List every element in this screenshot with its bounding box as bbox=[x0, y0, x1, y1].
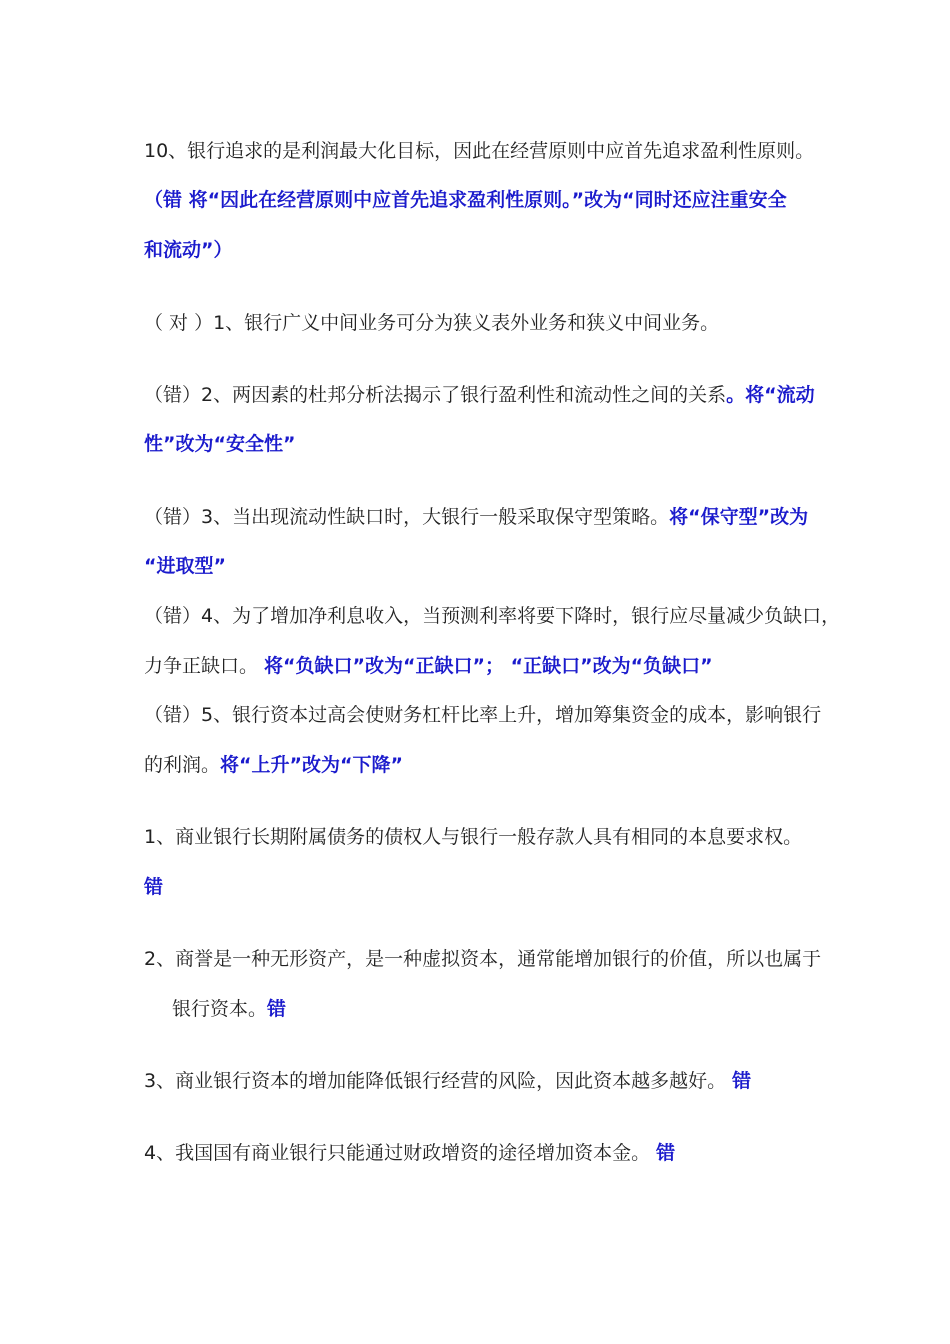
a5-answer-text: 将“上升”改为“下降” bbox=[220, 754, 403, 776]
a4-line-2 bbox=[144, 653, 713, 679]
a5-question-text-2: 的利润。 bbox=[144, 754, 221, 776]
q10-question-line bbox=[144, 138, 814, 164]
a4-question-text-2: 力争正缺口。 bbox=[144, 655, 265, 677]
a5-line-1 bbox=[144, 702, 821, 728]
a3-question-text: （错）3、当出现流动性缺口时，大银行一般采取保守型策略。 bbox=[144, 506, 670, 528]
b1-answer-text: 错 bbox=[144, 876, 164, 898]
b3-answer-text: 错 bbox=[732, 1070, 752, 1092]
b1-line-2 bbox=[144, 874, 163, 900]
q10-answer-line-1 bbox=[144, 187, 787, 213]
a4-answer-text: 将“负缺口”改为“正缺口”； “正缺口”改为“负缺口” bbox=[264, 655, 713, 677]
a1-line bbox=[144, 310, 719, 336]
b2-answer-text: 错 bbox=[267, 998, 287, 1020]
b4-answer-text: 错 bbox=[656, 1142, 676, 1164]
b1-line-1 bbox=[144, 824, 802, 850]
a2-answer-text-2: 性”改为“安全性” bbox=[144, 433, 296, 455]
b2-line-2 bbox=[172, 996, 286, 1022]
b2-question-text-2: 银行资本。 bbox=[172, 998, 268, 1020]
a3-line-1 bbox=[144, 504, 808, 530]
a2-answer-text-1: 。将“流动 bbox=[726, 384, 815, 406]
b4-question-text: 4、我国国有商业银行只能通过财政增资的途径增加资本金。 bbox=[144, 1142, 657, 1164]
b4-line bbox=[144, 1140, 675, 1166]
b2-line-1 bbox=[144, 946, 821, 972]
b3-line bbox=[144, 1068, 751, 1094]
q10-question-text: 10、银行追求的是利润最大化目标，因此在经营原则中应首先追求盈利性原则。 bbox=[144, 140, 815, 162]
a5-line-2 bbox=[144, 752, 403, 778]
a2-line-2 bbox=[144, 431, 295, 457]
a2-question-text: （错）2、两因素的杜邦分析法揭示了银行盈利性和流动性之间的关系 bbox=[144, 384, 727, 406]
a1-text: （ 对 ）1、银行广义中间业务可分为狭义表外业务和狭义中间业务。 bbox=[144, 312, 720, 334]
a5-question-text: （错）5、银行资本过高会使财务杠杆比率上升，增加筹集资金的成本，影响银行 bbox=[144, 704, 822, 726]
a4-line-1 bbox=[144, 603, 840, 629]
b2-question-text: 2、商誉是一种无形资产，是一种虚拟资本，通常能增加银行的价值，所以也属于 bbox=[144, 948, 822, 970]
b1-question-text: 1、商业银行长期附属债务的债权人与银行一般存款人具有相同的本息要求权。 bbox=[144, 826, 803, 848]
q10-answer-text-2: 和流动”） bbox=[144, 239, 233, 261]
a3-line-2 bbox=[144, 553, 226, 579]
q10-answer-text-1: （错 将“因此在经营原则中应首先追求盈利性原则。”改为“同时还应注重安全 bbox=[144, 189, 787, 211]
a4-question-text: （错）4、为了增加净利息收入，当预测利率将要下降时，银行应尽量减少负缺口， bbox=[144, 605, 841, 627]
q10-answer-line-2 bbox=[144, 237, 233, 263]
b3-question-text: 3、商业银行资本的增加能降低银行经营的风险，因此资本越多越好。 bbox=[144, 1070, 733, 1092]
a2-line-1 bbox=[144, 382, 815, 408]
a3-answer-text-2: “进取型” bbox=[144, 555, 226, 577]
a3-answer-text-1: 将“保守型”改为 bbox=[669, 506, 809, 528]
